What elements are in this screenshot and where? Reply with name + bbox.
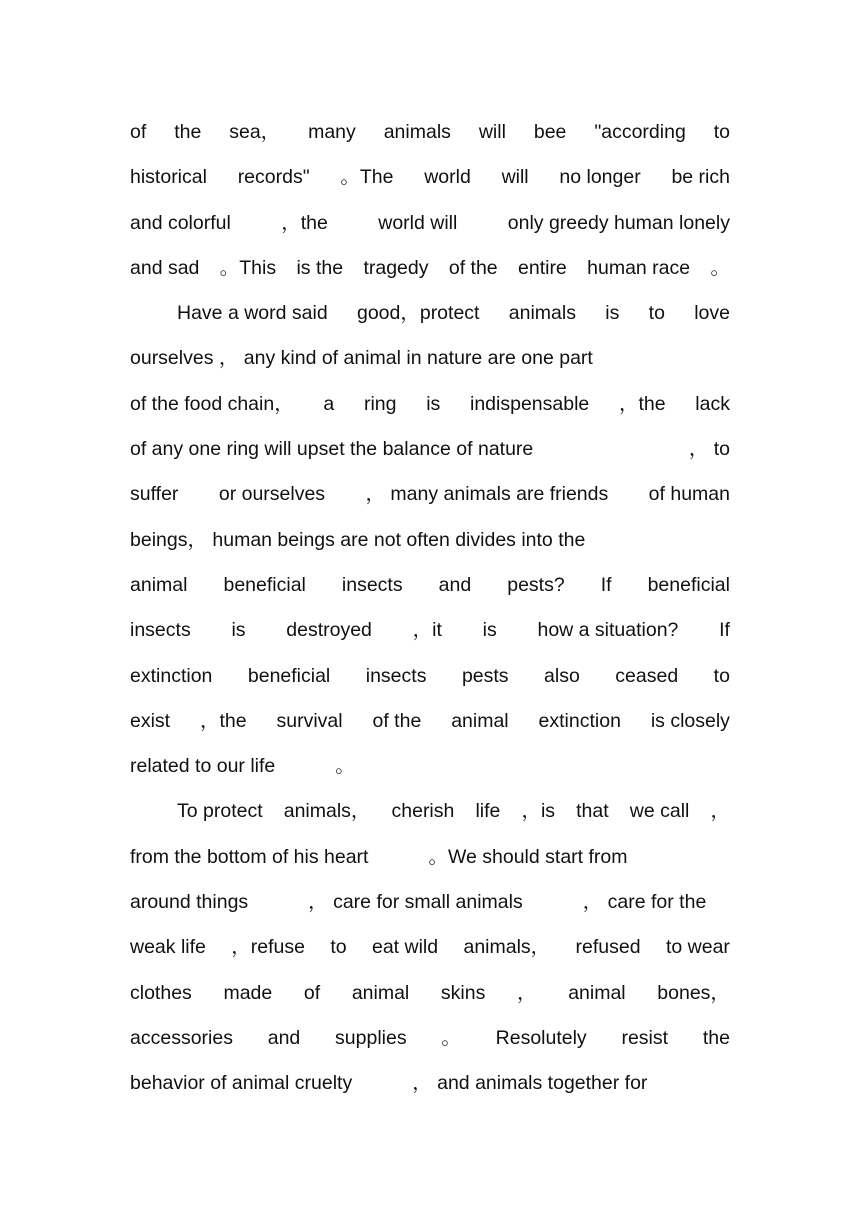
text-word: many: [308, 121, 356, 143]
text-word: Have a word said: [177, 302, 328, 325]
text-line: [130, 338, 730, 383]
text-line: [130, 882, 730, 927]
text-word: animal: [568, 981, 626, 1004]
text-line: [130, 1018, 730, 1063]
text-word: of human: [648, 483, 730, 506]
text-word: lack: [695, 392, 730, 415]
text-word: pests?: [507, 573, 565, 596]
text-word: ， many animals are friends: [365, 483, 609, 506]
text-word: tragedy: [363, 256, 429, 279]
text-word: "according: [594, 121, 686, 143]
text-line: [130, 1063, 730, 1108]
text-word: related to our life: [130, 755, 276, 778]
text-word: destroyed: [286, 619, 372, 642]
text-word: To protect: [177, 800, 263, 823]
text-word: 。: [710, 256, 730, 279]
text-word: and: [438, 573, 472, 596]
text-word: beneficial: [223, 573, 306, 596]
text-word: ，it: [412, 619, 442, 642]
text-line: [130, 112, 730, 157]
text-word: to: [330, 936, 347, 959]
text-word: of: [130, 121, 147, 143]
text-word: or ourselves: [218, 483, 326, 506]
text-word: the: [702, 1026, 730, 1049]
text-word: and colorful: [130, 211, 231, 234]
text-word: of any one ring will upset the balance of nature: [130, 438, 534, 461]
text-word: insects: [365, 664, 427, 687]
text-word: 。This: [219, 256, 277, 279]
text-word: of: [303, 981, 321, 1004]
text-word: 。: [441, 1026, 461, 1049]
text-word: animal: [130, 573, 188, 596]
text-word: ， care for small animals: [308, 891, 523, 914]
text-line: [130, 474, 730, 519]
text-word: is: [231, 619, 246, 642]
text-word: historical: [130, 166, 207, 189]
text-word: that: [576, 800, 609, 823]
text-word: supplies: [335, 1026, 407, 1049]
text-line: [130, 837, 730, 882]
text-word: is: [482, 619, 497, 642]
text-line: [130, 701, 730, 746]
text-word: animals，: [283, 800, 371, 823]
text-word: ，the: [281, 211, 328, 234]
text-word: extinction: [538, 709, 621, 732]
text-word: human race: [587, 256, 691, 279]
text-word: 。We should start from: [428, 845, 628, 868]
text-word: animal: [351, 981, 410, 1004]
text-word: around things: [130, 891, 249, 914]
text-word: ，: [710, 800, 730, 823]
text-word: behavior of animal cruelty: [130, 1072, 353, 1095]
text-word: records": [237, 166, 310, 189]
text-word: to: [713, 664, 730, 687]
text-word: eat wild: [371, 936, 439, 959]
text-word: clothes: [130, 981, 192, 1004]
text-word: is: [426, 392, 441, 415]
text-word: of the food chain，: [130, 392, 294, 415]
text-word: insects: [130, 619, 191, 642]
text-word: beings， human beings are not often divides into the: [130, 528, 586, 551]
text-word: animals，: [463, 936, 551, 959]
body-text: [130, 112, 730, 1109]
text-word: ，is: [521, 800, 556, 823]
text-word: we call: [629, 800, 690, 823]
text-word: accessories: [130, 1026, 233, 1049]
text-word: and sad: [130, 256, 200, 279]
text-word: resist: [621, 1026, 669, 1049]
text-word: world: [424, 166, 471, 189]
text-word: ，the: [200, 709, 247, 732]
text-line: [130, 520, 730, 565]
text-line: [130, 293, 730, 338]
text-word: entire: [518, 256, 567, 279]
text-word: the: [174, 121, 202, 143]
text-word: is the: [296, 256, 344, 279]
text-word: refused: [575, 936, 641, 959]
text-word: exist: [130, 709, 171, 732]
text-word: ring: [363, 392, 397, 415]
text-line: [130, 157, 730, 202]
text-word: sea，: [229, 121, 281, 143]
text-line: [130, 610, 730, 655]
text-word: of the: [372, 709, 422, 732]
text-word: If: [719, 619, 730, 642]
text-word: cherish: [391, 800, 455, 823]
text-word: ， and animals together for: [412, 1072, 648, 1095]
text-word: how a situation?: [537, 619, 679, 642]
text-word: of the: [448, 256, 498, 279]
text-word: If: [600, 573, 612, 596]
text-word: animals: [383, 121, 451, 143]
text-word: from the bottom of his heart: [130, 845, 369, 868]
text-line: [130, 429, 730, 474]
text-line: [130, 746, 730, 791]
text-word: ， care for the: [582, 891, 707, 914]
text-word: 。: [335, 755, 355, 778]
text-word: is closely: [650, 709, 730, 732]
text-line: [130, 656, 730, 701]
text-word: ，refuse: [231, 936, 305, 959]
text-word: ceased: [615, 664, 679, 687]
text-word: weak life: [130, 936, 206, 959]
text-line: [130, 973, 730, 1018]
text-word: be rich: [671, 166, 730, 189]
text-word: skins: [440, 981, 486, 1004]
text-word: also: [544, 664, 580, 687]
text-word: beneficial: [247, 664, 331, 687]
text-word: love: [694, 302, 730, 325]
text-word: will: [478, 121, 506, 143]
text-line: [130, 384, 730, 429]
text-word: world will: [378, 211, 458, 234]
text-word: ，the: [618, 392, 666, 415]
text-word: beneficial: [647, 573, 730, 596]
text-word: only greedy human lonely: [507, 211, 730, 234]
text-line: [130, 203, 730, 248]
text-word: extinction: [130, 664, 213, 687]
text-word: life: [475, 800, 501, 823]
text-word: to: [648, 302, 665, 325]
text-line: [130, 565, 730, 610]
text-word: a: [323, 392, 335, 415]
text-word: good，protect: [356, 302, 480, 325]
text-word: to: [713, 121, 730, 143]
text-word: ，: [517, 981, 537, 1004]
text-word: ourselves ， any kind of animal in nature are one part: [130, 347, 593, 370]
text-word: survival: [276, 709, 343, 732]
text-word: bee: [533, 121, 567, 143]
text-word: to wear: [665, 936, 730, 959]
text-word: animals: [508, 302, 576, 325]
text-word: 。The: [340, 166, 394, 189]
text-word: animal: [451, 709, 509, 732]
text-line: [130, 927, 730, 972]
text-word: and: [267, 1026, 301, 1049]
text-line: [130, 791, 730, 836]
text-word: no longer: [559, 166, 641, 189]
text-word: pests: [461, 664, 509, 687]
text-word: bones，: [657, 981, 730, 1004]
text-word: insects: [341, 573, 403, 596]
text-word: suffer: [130, 483, 179, 506]
text-word: will: [501, 166, 529, 189]
text-line: [130, 248, 730, 293]
text-word: is: [605, 302, 620, 325]
text-word: made: [223, 981, 273, 1004]
text-word: indispensable: [470, 392, 590, 415]
text-word: Resolutely: [495, 1026, 587, 1049]
text-word: ， to: [688, 438, 730, 461]
